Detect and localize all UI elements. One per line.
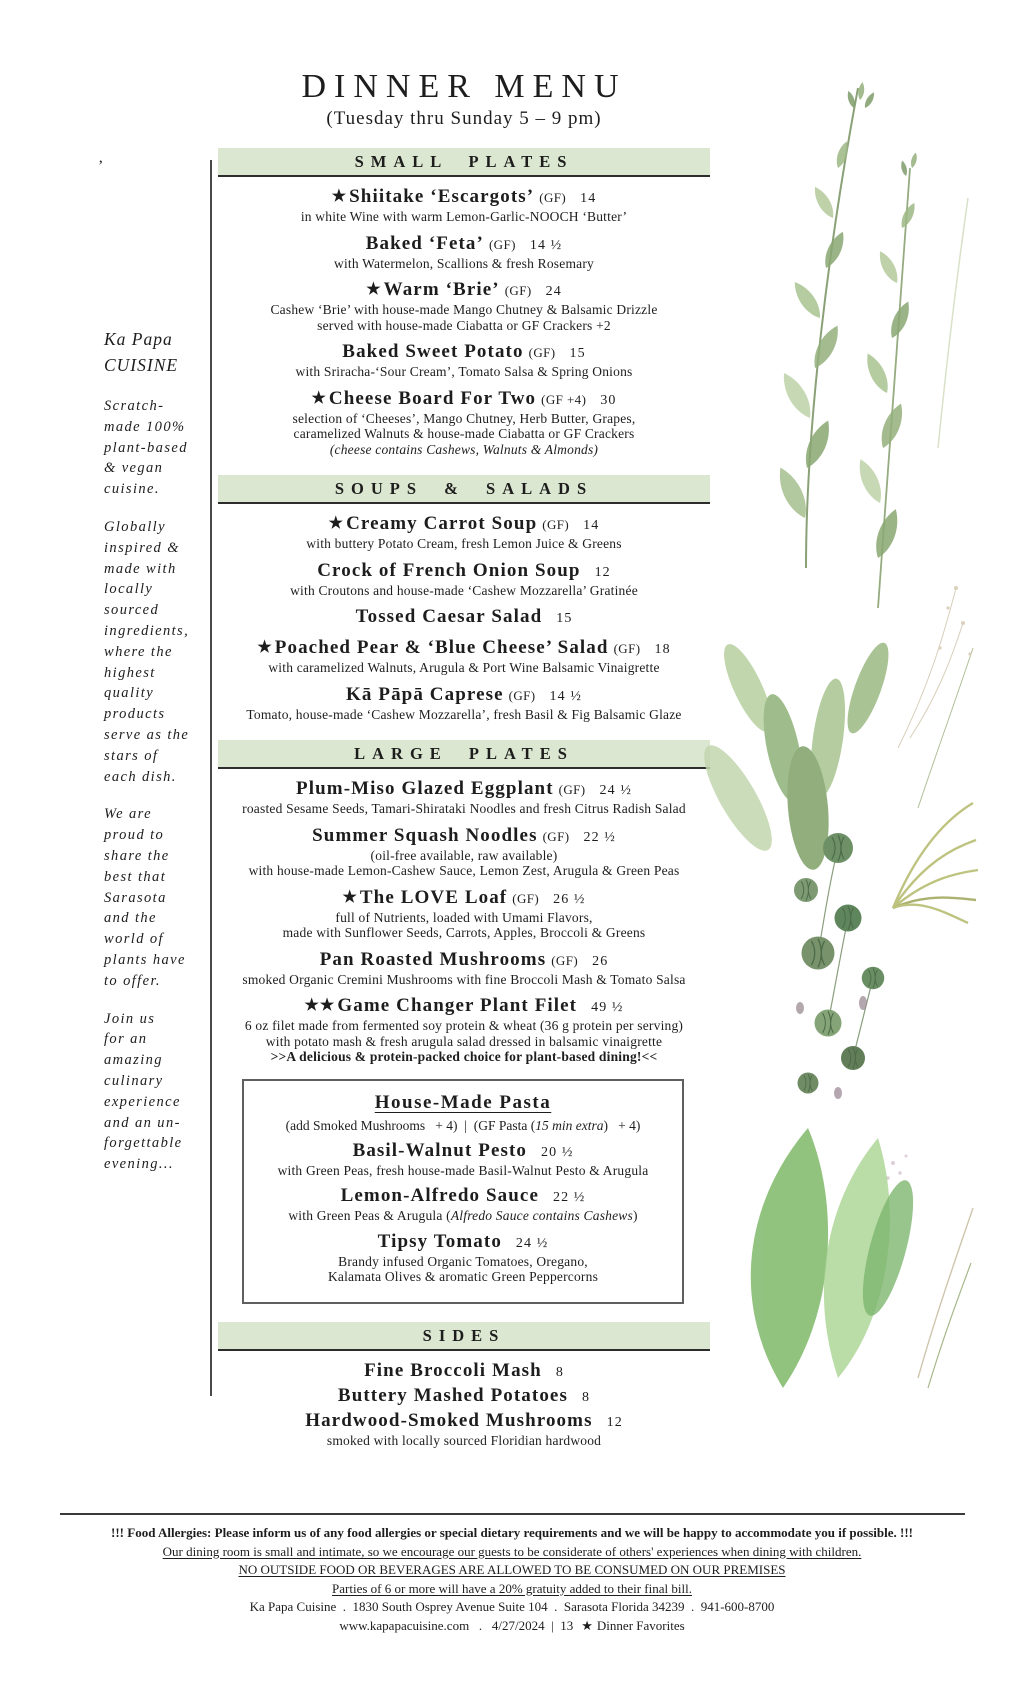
- item-title: Pan Roasted Mushrooms: [319, 948, 547, 970]
- description-text: ): [632, 1208, 638, 1223]
- favorite-star-icon: ★: [328, 515, 345, 532]
- menu-item: [218, 778, 710, 817]
- item-description-line: [218, 801, 710, 817]
- item-price: 14: [580, 191, 597, 206]
- restaurant-brand: [104, 326, 208, 378]
- menu-item-name: [218, 186, 710, 209]
- menu-item: [218, 233, 710, 272]
- item-title: The LOVE Loaf: [359, 886, 508, 908]
- item-description-line: [218, 364, 710, 380]
- item-description-line: [218, 411, 710, 427]
- sidebar-paragraph-line: products: [104, 706, 166, 723]
- description-text: 6 oz filet made from fermented soy protein & wheat (36 g protein per serving): [244, 1018, 684, 1033]
- item-title: Crock of French Onion Soup: [317, 559, 581, 581]
- item-price: 8: [581, 1389, 591, 1405]
- sidebar-paragraph-line: best that: [104, 868, 167, 885]
- sidebar-paragraph-line: world of: [104, 931, 164, 948]
- footer-address: Ka Papa Cuisine . 1830 South Osprey Avenue Suite 104 . Sarasota Florida 34239 . 941-600-8700: [249, 1599, 775, 1614]
- sidebar-paragraph-line: & vegan: [104, 460, 164, 477]
- sidebar-paragraph: [104, 517, 208, 787]
- menu-item: [218, 1360, 710, 1383]
- description-text: smoked Organic Cremini Mushrooms with fine Broccoli Mash & Tomato Salsa: [242, 971, 686, 987]
- gf-tag: (GF): [558, 782, 586, 797]
- item-title: Poached Pear & ‘Blue Cheese’ Salad: [274, 637, 609, 658]
- menu-item-name: [250, 1140, 676, 1163]
- item-description-line: [218, 660, 710, 676]
- description-text: selection of ‘Cheeses’, Mango Chutney, Herb Butter, Grapes,: [292, 410, 636, 426]
- item-description-line: [218, 318, 710, 334]
- item-price: 26 ½: [553, 891, 586, 907]
- description-text: Alfredo Sauce contains Cashews: [450, 1208, 633, 1223]
- sidebar-paragraph-line: each dish.: [104, 768, 177, 785]
- description-text: with buttery Potato Cream, fresh Lemon Juice & Greens: [306, 536, 622, 551]
- sidebar-paragraph-line: proud to: [104, 827, 165, 844]
- menu-item-name: [218, 341, 710, 364]
- sidebar-paragraph: [104, 396, 208, 500]
- section-items: [218, 1360, 710, 1449]
- sidebar-paragraph: [104, 1009, 208, 1175]
- description-text: Kalamata Olives & aromatic Green Peppercorns: [327, 1269, 599, 1284]
- item-price: 14 ½: [529, 237, 563, 253]
- favorite-star-icon: ★★: [304, 997, 336, 1014]
- pasta-box-subtitle: [250, 1118, 676, 1134]
- item-price: 26: [592, 953, 609, 969]
- menu-item: [218, 1385, 710, 1408]
- gf-tag: (GF): [551, 952, 579, 968]
- menu-item: [218, 513, 710, 552]
- sidebar-paragraph-line: ingredients,: [104, 622, 190, 639]
- menu-item-name: [218, 684, 710, 707]
- description-text: roasted Sesame Seeds, Tamari-Shirataki Noodles and fresh Citrus Radish Salad: [242, 801, 686, 816]
- item-title: Basil-Walnut Pesto: [352, 1139, 528, 1161]
- menu-item-name: [218, 606, 710, 629]
- description-text: with Green Peas & Arugula (: [288, 1208, 451, 1223]
- description-text: with Sriracha-‘Sour Cream’, Tomato Salsa & Spring Onions: [295, 364, 633, 379]
- favorite-star-icon: ★: [342, 888, 358, 906]
- footer-meta: [0, 1617, 1024, 1636]
- item-title: Plum-Miso Glazed Eggplant: [296, 778, 554, 799]
- menu-item-name: [218, 949, 710, 972]
- menu-item-name: [218, 1360, 710, 1383]
- sidebar-paragraph-line: and an un-: [104, 1114, 181, 1131]
- item-description-line: [250, 1254, 676, 1270]
- section-heading: SOUPS & SALADS: [218, 475, 710, 504]
- footer: [0, 1513, 1024, 1635]
- sidebar-paragraph-line: made with: [104, 560, 177, 577]
- description-text: caramelized Walnuts & house-made Ciabatta or GF Crackers: [293, 426, 635, 441]
- item-title: Shiitake ‘Escargots’: [349, 186, 535, 207]
- menu-item: [250, 1140, 676, 1179]
- footer-website-and-date: www.kapapacuisine.com . 4/27/2024 | 13: [339, 1617, 574, 1633]
- footer-children-note: Our dining room is small and intimate, so we encourage our guests to be considerate of others' experiences when dining with children.: [162, 1543, 862, 1559]
- item-title: Tipsy Tomato: [377, 1230, 502, 1252]
- item-description-line: [218, 863, 710, 879]
- section-heading: SMALL PLATES: [218, 148, 710, 177]
- gf-tag: (GF): [539, 190, 567, 205]
- item-description-line: [250, 1208, 676, 1224]
- section-items: [218, 513, 710, 722]
- item-description-line: [218, 707, 710, 723]
- menu-item: [218, 684, 710, 723]
- description-text: with Croutons and house-made ‘Cashew Mozzarella’ Gratinée: [290, 582, 638, 598]
- sidebar-paragraph-line: sourced: [104, 602, 160, 619]
- menu-item: [218, 186, 710, 225]
- description-text: with house-made Lemon-Cashew Sauce, Lemon Zest, Arugula & Green Peas: [248, 863, 680, 878]
- sidebar-divider-line: [210, 160, 212, 1396]
- gf-tag: (GF): [528, 345, 556, 360]
- footer-allergy-note: !!! Food Allergies: Please inform us of any food allergies or special dietary requirements and we will be happy to accommodate you if possible. !!!: [111, 1525, 913, 1540]
- house-made-pasta-box: [242, 1079, 684, 1304]
- description-text: made with Sunflower Seeds, Carrots, Apples, Broccoli & Greens: [282, 925, 646, 940]
- section-items: [218, 186, 710, 457]
- menu-item-name: [218, 560, 710, 583]
- description-text: (cheese contains Cashews, Walnuts & Almonds): [329, 441, 599, 457]
- section-heading: SIDES: [218, 1322, 710, 1351]
- menu-item: [218, 995, 710, 1065]
- menu-item-name: [218, 388, 710, 411]
- sidebar-paragraph-line: Globally: [104, 518, 166, 535]
- menu-item-name: [218, 513, 710, 536]
- menu-item-name: [250, 1185, 676, 1208]
- footer-divider-line: [60, 1513, 965, 1515]
- page-title: DINNER MENU: [301, 68, 627, 105]
- description-text: Tomato, house-made ‘Cashew Mozzarella’, fresh Basil & Fig Balsamic Glaze: [246, 706, 682, 722]
- sidebar-paragraph: [104, 804, 208, 991]
- pasta-subtitle-text: ) + 4): [603, 1117, 641, 1133]
- description-text: smoked with locally sourced Floridian hardwood: [326, 1432, 602, 1448]
- description-text: Cashew ‘Brie’ with house-made Mango Chutney & Balsamic Drizzle: [270, 302, 658, 317]
- section-items: [218, 778, 710, 1065]
- item-price: 49 ½: [591, 1000, 624, 1015]
- menu-sections: [218, 148, 710, 1065]
- menu-item: [218, 1410, 710, 1449]
- menu-item-name: [218, 637, 710, 660]
- item-description-line: [250, 1163, 676, 1179]
- sidebar-paragraph-line: experience: [104, 1093, 181, 1110]
- description-text: with caramelized Walnuts, Arugula & Port Wine Balsamic Vinaigrette: [268, 660, 660, 675]
- favorite-star-icon: ★: [331, 188, 348, 205]
- item-title: Game Changer Plant Filet: [337, 995, 578, 1016]
- description-text: (oil-free available, raw available): [370, 847, 558, 863]
- section-heading: LARGE PLATES: [218, 740, 710, 769]
- gf-tag: (GF +4): [541, 391, 587, 407]
- item-description-line: [218, 426, 710, 442]
- sidebar-paragraph-line: inspired &: [104, 539, 180, 556]
- item-description-line: [218, 1433, 710, 1449]
- item-description-line: [250, 1269, 676, 1285]
- sidebar-paragraph-line: culinary: [104, 1072, 164, 1089]
- item-title: Baked Sweet Potato: [342, 341, 524, 362]
- sidebar-paragraph-line: highest: [104, 664, 156, 681]
- item-price: 22 ½: [553, 1190, 586, 1205]
- menu-item: [218, 341, 710, 380]
- pasta-subtitle-text: (add Smoked Mushrooms + 4) | (GF Pasta (: [285, 1117, 536, 1133]
- item-title: Buttery Mashed Potatoes: [337, 1384, 568, 1406]
- item-price: 20 ½: [541, 1144, 574, 1160]
- item-price: 15: [569, 346, 586, 361]
- item-description-line: [218, 536, 710, 552]
- sidebar: [104, 326, 208, 1192]
- item-title: Hardwood-Smoked Mushrooms: [305, 1409, 593, 1431]
- menu-item: [218, 637, 710, 676]
- gf-tag: (GF): [488, 236, 516, 252]
- gf-tag: (GF): [542, 828, 570, 844]
- item-price: 22 ½: [583, 829, 616, 845]
- item-title: Warm ‘Brie’: [383, 279, 500, 300]
- description-text: with potato mash & fresh arugula salad dressed in balsamic vinaigrette: [265, 1033, 663, 1049]
- description-text: with Watermelon, Scallions & fresh Rosemary: [334, 255, 594, 271]
- sidebar-paragraph-line: forgettable: [104, 1135, 183, 1152]
- stray-quote-mark: ’: [98, 158, 104, 175]
- item-price: 24 ½: [515, 1235, 549, 1251]
- sidebar-paragraph-line: share the: [104, 847, 170, 864]
- sidebar-paragraph-line: Sarasota: [104, 889, 167, 906]
- menu-item-name: [250, 1231, 676, 1254]
- item-title: Tossed Caesar Salad: [355, 606, 543, 627]
- sidebar-paragraph-line: to offer.: [104, 972, 161, 989]
- item-title: Lemon-Alfredo Sauce: [340, 1185, 539, 1206]
- menu-item: [218, 949, 710, 988]
- sidebar-paragraph-line: plant-based: [104, 439, 188, 456]
- description-text: Brandy infused Organic Tomatoes, Oregano,: [338, 1253, 588, 1269]
- item-description-line: [218, 583, 710, 599]
- description-text: in white Wine with warm Lemon-Garlic-NOOCH ‘Butter’: [300, 209, 628, 224]
- sidebar-paragraph-line: cuisine.: [104, 481, 160, 498]
- item-description-line: [218, 256, 710, 272]
- sidebar-paragraph-line: amazing: [104, 1052, 163, 1069]
- sidebar-paragraph-line: stars of: [104, 747, 159, 764]
- gf-tag: (GF): [613, 641, 641, 656]
- menu-item: [218, 606, 710, 629]
- sidebar-paragraph-line: plants have: [104, 951, 186, 968]
- item-description-line: [218, 302, 710, 318]
- footer-no-outside-note: NO OUTSIDE FOOD OR BEVERAGES ARE ALLOWED TO BE CONSUMED ON OUR PREMISES: [238, 1562, 786, 1577]
- footer-gratuity-note: Parties of 6 or more will have a 20% gratuity added to their final bill.: [332, 1580, 692, 1596]
- item-price: 18: [654, 642, 671, 657]
- item-description-line: [218, 1034, 710, 1050]
- item-price: 8: [555, 1364, 564, 1380]
- menu-item: [250, 1231, 676, 1285]
- menu-item-name: [218, 825, 710, 848]
- pasta-box-items: [250, 1140, 676, 1285]
- item-price: 30: [600, 392, 617, 408]
- sidebar-paragraph-line: Join us: [104, 1010, 156, 1027]
- menu-item: [218, 279, 710, 333]
- item-price: 24: [545, 284, 562, 299]
- item-price: 14 ½: [549, 688, 582, 704]
- item-title: Kā Pāpā Caprese: [346, 683, 504, 705]
- sidebar-paragraph-line: and the: [104, 910, 157, 927]
- dinner-favorites-star-icon: ★: [581, 1617, 593, 1633]
- menu-main-column: [218, 58, 710, 1450]
- menu-item-name: [218, 233, 710, 256]
- page-subtitle: (Tuesday thru Sunday 5 – 9 pm): [326, 108, 602, 129]
- menu-item-name: [218, 1385, 710, 1408]
- sidebar-paragraph-line: We are: [104, 806, 152, 823]
- sidebar-paragraph-line: serve as the: [104, 726, 190, 743]
- sidebar-description: [104, 396, 208, 1175]
- item-description-line: [218, 848, 710, 864]
- item-title: Creamy Carrot Soup: [346, 513, 538, 534]
- favorite-star-icon: ★: [257, 639, 273, 656]
- footer-favorites-label: Dinner Favorites: [596, 1617, 685, 1633]
- gf-tag: (GF): [542, 517, 570, 532]
- gf-tag: (GF): [508, 687, 536, 703]
- item-description-line: [218, 442, 710, 458]
- sidebar-paragraph-line: where the: [104, 643, 173, 660]
- item-price: 15: [556, 611, 573, 626]
- item-price: 14: [583, 518, 600, 533]
- sidebar-paragraph-line: locally: [104, 581, 154, 598]
- item-title: Summer Squash Noodles: [312, 824, 538, 846]
- item-description-line: [218, 910, 710, 926]
- favorite-star-icon: ★: [366, 281, 382, 298]
- item-description-line: [218, 972, 710, 988]
- pasta-box-title: House-Made Pasta: [374, 1091, 552, 1113]
- description-text: full of Nutrients, loaded with Umami Flavors,: [335, 909, 593, 925]
- favorite-star-icon: ★: [311, 389, 327, 407]
- restaurant-brand-line: Ka Papa: [104, 329, 173, 349]
- item-title: Fine Broccoli Mash: [364, 1359, 542, 1381]
- botanical-illustration: [688, 48, 980, 1396]
- gf-tag: (GF): [504, 283, 532, 298]
- sidebar-paragraph-line: evening...: [104, 1156, 174, 1173]
- menu-item: [218, 560, 710, 599]
- menu-item-name: [218, 279, 710, 302]
- item-price: 12: [606, 1414, 623, 1430]
- item-title: Cheese Board For Two: [328, 387, 537, 409]
- pasta-subtitle-text: 15 min extra: [535, 1117, 604, 1133]
- item-price: 24 ½: [599, 783, 632, 798]
- menu-item: [250, 1185, 676, 1224]
- item-description-line: [218, 925, 710, 941]
- item-title: Baked ‘Feta’: [365, 232, 484, 254]
- menu-item-name: [218, 887, 710, 910]
- sidebar-paragraph-line: Scratch-: [104, 398, 165, 414]
- menu-item-name: [218, 995, 710, 1018]
- description-text: >>A delicious & protein-packed choice for plant-based dining!<<: [270, 1049, 658, 1064]
- sidebar-paragraph-line: made 100%: [104, 418, 186, 435]
- menu-item: [218, 825, 710, 879]
- menu-item-name: [218, 778, 710, 801]
- sidebar-paragraph-line: for an: [104, 1031, 148, 1048]
- description-text: served with house-made Ciabatta or GF Crackers +2: [317, 317, 611, 333]
- item-description-line: [218, 1018, 710, 1034]
- menu-item-name: [218, 1410, 710, 1433]
- item-description-line: [218, 209, 710, 225]
- restaurant-brand-line: CUISINE: [104, 355, 179, 375]
- description-text: with Green Peas, fresh house-made Basil-Walnut Pesto & Arugula: [277, 1162, 649, 1178]
- sidebar-paragraph-line: quality: [104, 685, 155, 702]
- menu-item: [218, 887, 710, 941]
- menu-sections-sides: [218, 1322, 710, 1449]
- gf-tag: (GF): [512, 890, 540, 906]
- item-description-line: [218, 1049, 710, 1065]
- menu-item: [218, 388, 710, 458]
- item-price: 12: [594, 564, 611, 580]
